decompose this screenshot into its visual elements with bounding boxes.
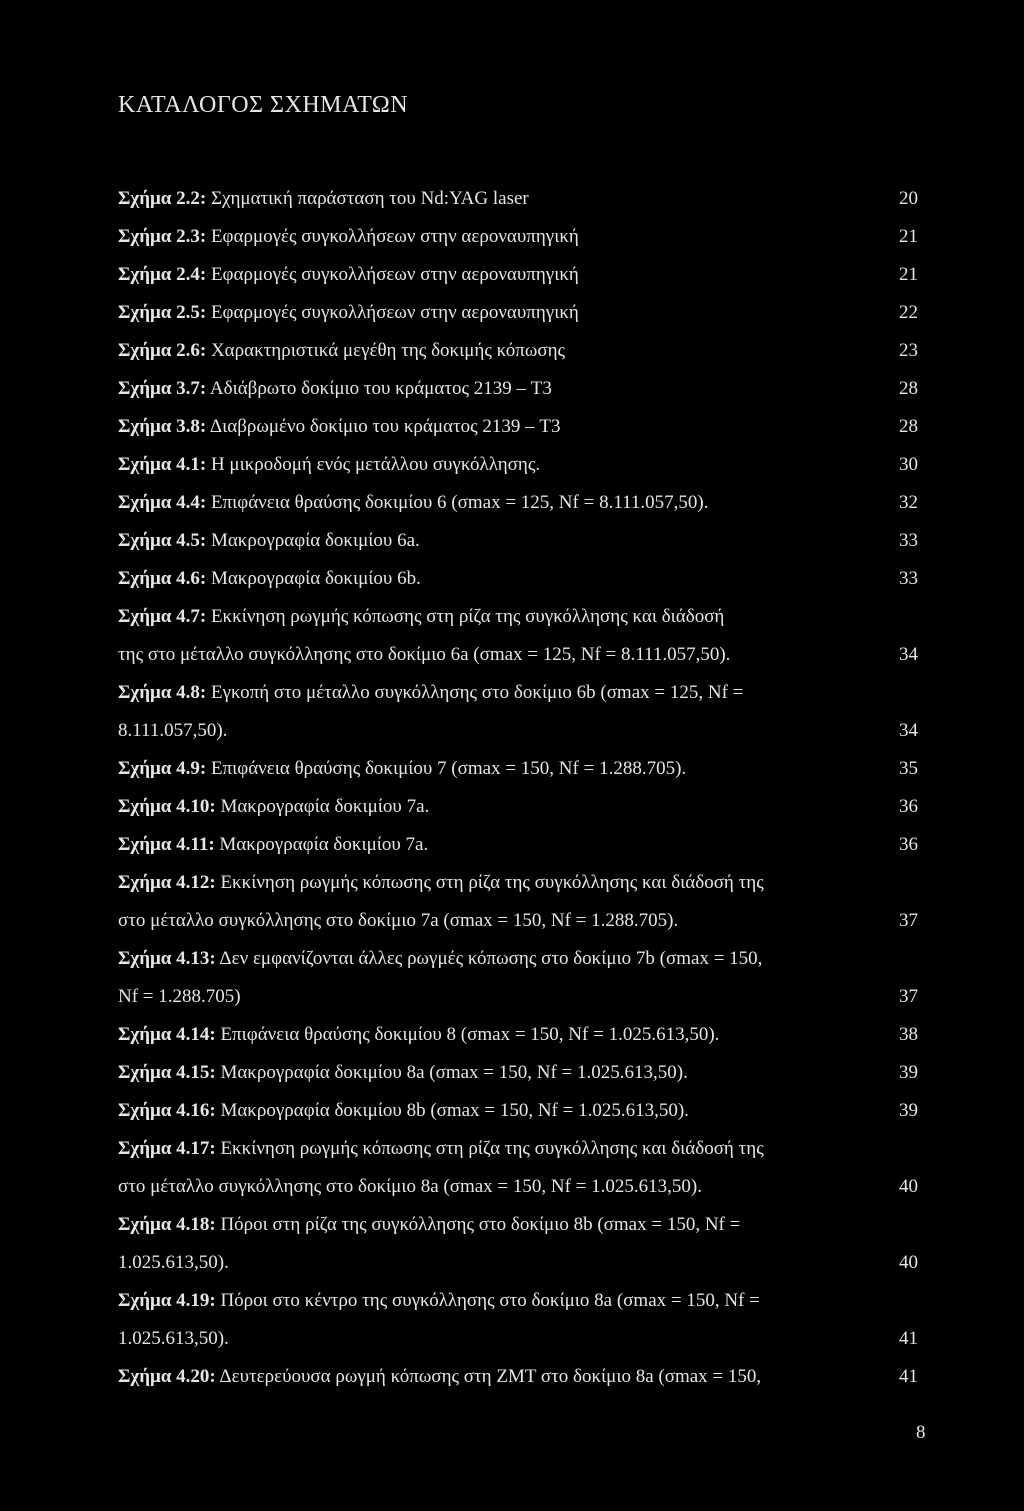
figure-entry-line: [118, 522, 918, 560]
figure-caption: Μακρογραφία δοκιμίου 8b (σmax = 150, Nf = 1.025.613,50).: [220, 1100, 689, 1121]
figure-page-number: 33: [899, 530, 918, 551]
figure-page-number: 40: [899, 1176, 918, 1197]
figure-label: Σχήμα 4.19:: [118, 1290, 216, 1311]
figure-caption: της στο μέταλλο συγκόλλησης στο δοκίμιο 6a (σmax = 125, Nf = 8.111.057,50).: [118, 644, 731, 665]
figure-entry-line: [118, 636, 918, 674]
page-title: ΚΑΤΑΛΟΓΟΣ ΣΧΗΜΑΤΩΝ: [118, 92, 409, 118]
figure-entry-text: [118, 978, 241, 1016]
figure-entry-line: [118, 446, 918, 484]
figure-caption: Εφαρμογές συγκολλήσεων στην αεροναυπηγική: [210, 302, 579, 323]
figure-caption: Εφαρμογές συγκολλήσεων στην αεροναυπηγική: [210, 264, 579, 285]
figure-entry: [118, 256, 918, 294]
figure-label: Σχήμα 2.5:: [118, 302, 207, 323]
figure-page-number: 20: [899, 188, 918, 209]
figure-caption: Επιφάνεια θραύσης δοκιμίου 6 (σmax = 125, Nf = 8.111.057,50).: [210, 492, 709, 513]
figure-entry-line: [118, 712, 918, 750]
figure-list: [118, 180, 918, 1396]
figure-entry-text: [118, 256, 579, 294]
figure-entry-text: [118, 332, 565, 370]
figure-entry-text: [118, 522, 420, 560]
figure-entry: [118, 788, 918, 826]
figure-page-number: 33: [899, 568, 918, 589]
figure-label: Σχήμα 4.18:: [118, 1214, 216, 1235]
figure-page-number: 30: [899, 454, 918, 475]
figure-entry-text: [118, 370, 552, 408]
figure-entry-line: [118, 332, 918, 370]
figure-caption: Διαβρωμένο δοκίμιο του κράματος 2139 – T3: [209, 416, 561, 437]
figure-entry-line: [118, 788, 918, 826]
figure-entry-line: [118, 1206, 918, 1244]
figure-entry: [118, 218, 918, 256]
figure-entry-text: [118, 1290, 760, 1311]
figure-page-number: 37: [899, 910, 918, 931]
figure-entry-text: [118, 180, 529, 218]
figure-entry-line: [118, 598, 918, 636]
figure-entry-text: [118, 1320, 229, 1358]
figure-entry: [118, 1054, 918, 1092]
figure-caption: 1.025.613,50).: [118, 1252, 229, 1273]
figure-entry-text: [118, 218, 579, 256]
figure-entry-line: [118, 750, 918, 788]
figure-entry-text: [118, 1244, 229, 1282]
figure-entry: [118, 370, 918, 408]
figure-entry-line: [118, 978, 918, 1016]
figure-label: Σχήμα 4.8:: [118, 682, 207, 703]
figure-page-number: 39: [899, 1062, 918, 1083]
figure-caption: Επιφάνεια θραύσης δοκιμίου 7 (σmax = 150, Nf = 1.288.705).: [210, 758, 687, 779]
figure-entry: [118, 1016, 918, 1054]
figure-caption: Σχηματική παράσταση του Nd:YAG laser: [210, 188, 529, 209]
figure-page-number: 37: [899, 986, 918, 1007]
figure-entry: [118, 408, 918, 446]
figure-entry-text: [118, 1054, 688, 1092]
figure-entry-line: [118, 902, 918, 940]
figure-entry-line: [118, 1054, 918, 1092]
figure-entry-text: [118, 560, 421, 598]
figure-page-number: 40: [899, 1252, 918, 1273]
figure-entry: [118, 332, 918, 370]
figure-entry-text: [118, 948, 762, 969]
figure-entry: [118, 180, 918, 218]
figure-entry-text: [118, 1214, 740, 1235]
figure-page-number: 34: [899, 720, 918, 741]
figure-entry-line: [118, 370, 918, 408]
figure-label: Σχήμα 2.6:: [118, 340, 207, 361]
figure-caption: Πόροι στη ρίζα της συγκόλλησης στο δοκίμιο 8b (σmax = 150, Nf =: [220, 1214, 741, 1235]
figure-entry-text: [118, 682, 743, 703]
figure-caption: Δευτερεύουσα ρωγμή κόπωσης στη ZMT στο δοκίμιο 8a (σmax = 150,: [219, 1366, 762, 1387]
figure-entry: [118, 484, 918, 522]
figure-entry: [118, 1282, 918, 1358]
figure-caption: Επιφάνεια θραύσης δοκιμίου 8 (σmax = 150, Nf = 1.025.613,50).: [220, 1024, 720, 1045]
figure-entry-text: [118, 636, 730, 674]
figure-page-number: 41: [899, 1328, 918, 1349]
figure-entry-line: [118, 256, 918, 294]
figure-entry: [118, 826, 918, 864]
figure-entry-line: [118, 560, 918, 598]
figure-page-number: 36: [899, 796, 918, 817]
figure-page-number: 38: [899, 1024, 918, 1045]
figure-page-number: 21: [899, 226, 918, 247]
figure-caption: Εκκίνηση ρωγμής κόπωσης στη ρίζα της συγκόλλησης και διάδοσή: [210, 606, 725, 627]
figure-label: Σχήμα 4.15:: [118, 1062, 216, 1083]
figure-page-number: 35: [899, 758, 918, 779]
figure-label: Σχήμα 2.4:: [118, 264, 207, 285]
figure-label: Σχήμα 3.8:: [118, 416, 207, 437]
figure-caption: Εκκίνηση ρωγμής κόπωσης στη ρίζα της συγκόλλησης και διάδοσή της: [220, 872, 764, 893]
figure-entry-line: [118, 674, 918, 712]
figure-entry: [118, 598, 918, 674]
figure-caption: Nf = 1.288.705): [118, 986, 241, 1007]
figure-label: Σχήμα 4.4:: [118, 492, 207, 513]
figure-entry-text: [118, 484, 709, 522]
figure-label: Σχήμα 4.17:: [118, 1138, 216, 1159]
figure-page-number: 34: [899, 644, 918, 665]
figure-entry-line: [118, 1320, 918, 1358]
figure-entry-text: [118, 1168, 702, 1206]
figure-entry-line: [118, 940, 918, 978]
figure-entry: [118, 1130, 918, 1206]
figure-page-number: 28: [899, 416, 918, 437]
figure-caption: Μακρογραφία δοκιμίου 7a.: [220, 796, 430, 817]
figure-label: Σχήμα 4.11:: [118, 834, 215, 855]
figure-entry: [118, 1092, 918, 1130]
figure-entry-text: [118, 1138, 764, 1159]
figure-caption: Δεν εμφανίζονται άλλες ρωγμές κόπωσης στο δοκίμιο 7b (σmax = 150,: [219, 948, 763, 969]
figure-caption: Αδιάβρωτο δοκίμιο του κράματος 2139 – T3: [209, 378, 552, 399]
figure-entry-line: [118, 484, 918, 522]
figure-label: Σχήμα 4.5:: [118, 530, 207, 551]
figure-caption: Πόροι στο κέντρο της συγκόλλησης στο δοκίμιο 8a (σmax = 150, Nf =: [220, 1290, 760, 1311]
figure-entry: [118, 560, 918, 598]
figure-entry: [118, 446, 918, 484]
figure-label: Σχήμα 4.1:: [118, 454, 207, 475]
figure-label: Σχήμα 2.3:: [118, 226, 207, 247]
figure-caption: Μακρογραφία δοκιμίου 6b.: [210, 568, 421, 589]
figure-page-number: 22: [899, 302, 918, 323]
figure-entry-text: [118, 750, 686, 788]
figure-entry: [118, 864, 918, 940]
figure-entry-text: [118, 408, 561, 446]
figure-page-number: 28: [899, 378, 918, 399]
figure-caption: 1.025.613,50).: [118, 1328, 229, 1349]
figure-entry-line: [118, 1244, 918, 1282]
figure-page-number: 23: [899, 340, 918, 361]
figure-entry-text: [118, 788, 429, 826]
figure-label: Σχήμα 4.14:: [118, 1024, 216, 1045]
figure-caption: Η μικροδομή ενός μετάλλου συγκόλλησης.: [210, 454, 541, 475]
figure-entry: [118, 750, 918, 788]
figure-caption: στο μέταλλο συγκόλλησης στο δοκίμιο 7a (σmax = 150, Nf = 1.288.705).: [118, 910, 679, 931]
figure-page-number: 21: [899, 264, 918, 285]
figure-entry: [118, 1206, 918, 1282]
figure-label: Σχήμα 4.9:: [118, 758, 207, 779]
figure-entry-line: [118, 294, 918, 332]
figure-entry-text: [118, 902, 678, 940]
figure-entry-text: [118, 826, 428, 864]
figure-label: Σχήμα 4.20:: [118, 1366, 216, 1387]
figure-entry-line: [118, 218, 918, 256]
figure-page-number: 41: [899, 1366, 918, 1387]
figure-label: Σχήμα 4.13:: [118, 948, 216, 969]
figure-entry-line: [118, 864, 918, 902]
figure-caption: Μακρογραφία δοκιμίου 6a.: [210, 530, 420, 551]
figure-label: Σχήμα 4.6:: [118, 568, 207, 589]
figure-entry-text: [118, 712, 227, 750]
figure-entry-line: [118, 1092, 918, 1130]
figure-entry-text: [118, 872, 764, 893]
figure-entry-line: [118, 1282, 918, 1320]
figure-page-number: 32: [899, 492, 918, 513]
page-number: 8: [916, 1422, 926, 1443]
figure-label: Σχήμα 4.7:: [118, 606, 207, 627]
figure-caption: Μακρογραφία δοκιμίου 8a (σmax = 150, Nf = 1.025.613,50).: [220, 1062, 688, 1083]
figure-entry-line: [118, 408, 918, 446]
figure-page-number: 36: [899, 834, 918, 855]
figure-entry-line: [118, 1358, 918, 1396]
figure-caption: Εγκοπή στο μέταλλο συγκόλλησης στο δοκίμιο 6b (σmax = 125, Nf =: [210, 682, 744, 703]
figure-page-number: 39: [899, 1100, 918, 1121]
figure-entry-line: [118, 180, 918, 218]
figure-caption: Χαρακτηριστικά μεγέθη της δοκιμής κόπωσης: [210, 340, 566, 361]
figure-label: Σχήμα 4.10:: [118, 796, 216, 817]
figure-caption: Εφαρμογές συγκολλήσεων στην αεροναυπηγική: [210, 226, 579, 247]
figure-entry: [118, 1358, 918, 1396]
figure-entry-text: [118, 446, 540, 484]
figure-entry-text: [118, 1016, 719, 1054]
figure-entry-line: [118, 826, 918, 864]
figure-entry-text: [118, 294, 579, 332]
figure-caption: 8.111.057,50).: [118, 720, 228, 741]
figure-entry-line: [118, 1168, 918, 1206]
figure-entry: [118, 522, 918, 560]
figure-caption: Μακρογραφία δοκιμίου 7a.: [219, 834, 429, 855]
figure-label: Σχήμα 3.7:: [118, 378, 207, 399]
figure-caption: στο μέταλλο συγκόλλησης στο δοκίμιο 8a (σmax = 150, Nf = 1.025.613,50).: [118, 1176, 702, 1197]
figure-entry-text: [118, 1092, 689, 1130]
figure-entry-line: [118, 1130, 918, 1168]
figure-label: Σχήμα 4.12:: [118, 872, 216, 893]
figure-label: Σχήμα 4.16:: [118, 1100, 216, 1121]
figure-caption: Εκκίνηση ρωγμής κόπωσης στη ρίζα της συγκόλλησης και διάδοσή της: [220, 1138, 764, 1159]
figure-entry-line: [118, 1016, 918, 1054]
figure-label: Σχήμα 2.2:: [118, 188, 207, 209]
figure-entry-text: [118, 606, 724, 627]
figure-entry-text: [118, 1358, 761, 1396]
figure-entry: [118, 294, 918, 332]
figure-entry: [118, 940, 918, 1016]
figure-entry: [118, 674, 918, 750]
